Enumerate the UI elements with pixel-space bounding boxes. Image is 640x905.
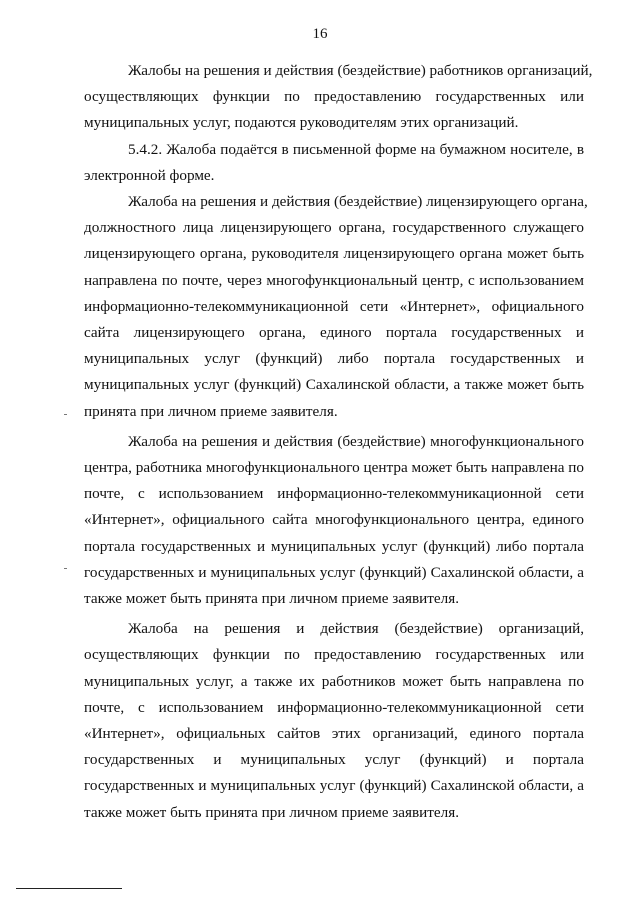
text-line: почте, с использованием информационно-телекоммуникационной сети bbox=[84, 485, 584, 503]
text-line: лицензирующего органа, руководителя лицензирующего органа может быть bbox=[84, 245, 584, 263]
text-line: почте, с использованием информационно-телекоммуникационной сети bbox=[84, 698, 584, 716]
text-line: должностного лица лицензирующего органа, государственного служащего bbox=[84, 219, 584, 237]
text-line: электронной форме. bbox=[84, 166, 215, 184]
text-line: информационно-телекоммуникационной сети «Интернет», официального bbox=[84, 297, 584, 315]
text-line: «Интернет», официального сайта многофункционального центра, единого bbox=[84, 511, 584, 529]
text-line: муниципальных услуг (функций) либо портала государственных и bbox=[84, 350, 584, 368]
text-line: государственных и муниципальных услуг (функций) и портала bbox=[84, 751, 584, 769]
paragraph-5-4-2 bbox=[84, 137, 584, 189]
text-line: осуществляющих функции по предоставлению государственных или bbox=[84, 88, 584, 106]
paragraph-complaints-employees bbox=[84, 58, 593, 137]
paragraph-organizations bbox=[84, 616, 584, 826]
paragraph-multifunctional-center bbox=[84, 429, 584, 612]
text-line: сайта лицензирующего органа, единого портала государственных и bbox=[84, 324, 584, 342]
text-line: Жалоба на решения и действия (бездействие) многофункционального bbox=[128, 432, 584, 450]
text-line: также может быть принята при личном приеме заявителя. bbox=[84, 590, 460, 608]
page-number: 16 bbox=[312, 26, 328, 42]
text-line: Жалобы на решения и действия (бездействие) работников организаций, bbox=[128, 62, 593, 79]
text-line: принята при личном приеме заявителя. bbox=[84, 402, 338, 420]
text-line: государственных и муниципальных услуг (функций) Сахалинской области, а bbox=[84, 563, 584, 581]
text-line: «Интернет», официальных сайтов этих организаций, единого портала bbox=[84, 725, 584, 743]
scan-speck bbox=[64, 568, 67, 569]
document-body bbox=[84, 58, 593, 826]
text-line: Жалоба на решения и действия (бездействие) лицензирующего органа, bbox=[128, 193, 588, 211]
text-line: портала государственных и муниципальных услуг (функций) либо портала bbox=[84, 537, 584, 555]
text-line: муниципальных услуг (функций) Сахалинской области, а также может быть bbox=[84, 376, 584, 394]
text-line: муниципальных услуг, подаются руководителям этих организаций. bbox=[84, 114, 519, 132]
text-line: направлена по почте, через многофункциональный центр, с использованием bbox=[84, 271, 584, 289]
footnote-separator-line bbox=[16, 888, 122, 889]
paragraph-licensing-authority bbox=[84, 189, 588, 425]
text-line: 5.4.2. Жалоба подаётся в письменной форме на бумажном носителе, в bbox=[128, 140, 584, 158]
scan-speck bbox=[64, 414, 67, 415]
text-line: муниципальных услуг, а также их работников может быть направлена по bbox=[84, 672, 584, 690]
text-line: также может быть принята при личном приеме заявителя. bbox=[84, 803, 460, 821]
text-line: центра, работника многофункционального центра может быть направлена по bbox=[84, 459, 584, 477]
text-line: государственных и муниципальных услуг (функций) Сахалинской области, а bbox=[84, 777, 584, 795]
text-line: осуществляющих функции по предоставлению государственных или bbox=[84, 646, 584, 664]
text-line: Жалоба на решения и действия (бездействие) организаций, bbox=[128, 620, 584, 638]
